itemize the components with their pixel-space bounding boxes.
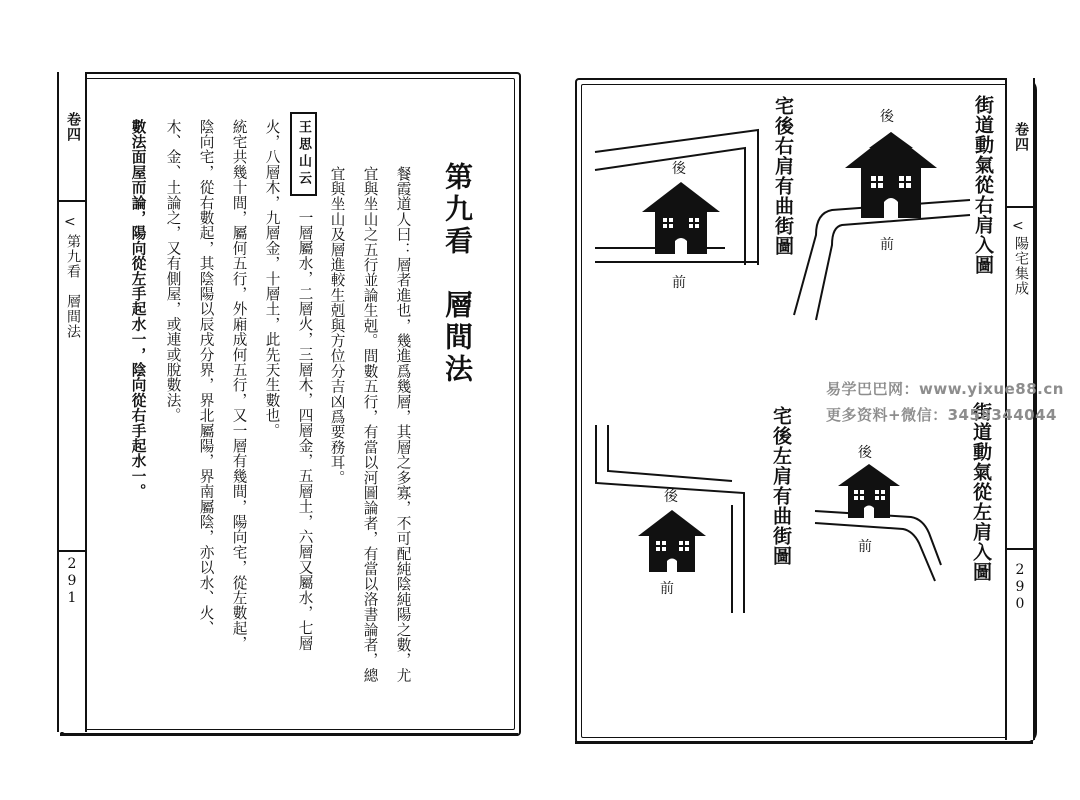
volume-label: 卷四 [65, 112, 81, 142]
diagram-1-back-label: 後 [880, 109, 894, 125]
diagram-4-title: 宅後左肩有曲街圖 [770, 406, 792, 566]
house-icon [642, 180, 720, 254]
tab-divider [1005, 548, 1035, 550]
house-icon [845, 130, 937, 220]
text-column: 數法面屋而論，陽向從左手起水一，陰向從右手起水一。 [129, 119, 147, 499]
text-column: 餐霞道人曰：層者進也，幾進爲幾層，其層之多寡，不可配純陰純陽之數，尤 [394, 166, 412, 683]
diagram-3-front-label: 前 [858, 539, 872, 555]
text-column: 宜與坐山及層進較生剋與方位分吉凶爲要務耳。 [328, 166, 346, 486]
diagram-3-back-label: 後 [858, 445, 872, 461]
diagram-4-front-label: 前 [660, 581, 674, 597]
diagram-2-back-label: 後 [672, 161, 686, 177]
chevron-icon: < [64, 214, 76, 230]
text-column: 陰向宅，從右數起，其陰陽以辰戌分界，界北屬陽，界南屬陰，亦以水、火、 [197, 119, 215, 636]
text-column: 木、金、土論之，又有側屋，或連或脫數法。 [164, 119, 182, 423]
quote-label-box: 王思山云 [290, 112, 317, 196]
text-column: 統宅共幾十間，屬何五行，外廂成何五行，又一層有幾間，陽向宅，從左數起， [230, 119, 248, 651]
book-title-label: 陽宅集成 [1013, 236, 1029, 296]
diagram-4-back-label: 後 [664, 489, 678, 505]
house-icon [838, 462, 900, 518]
left-margin-tab [57, 72, 87, 732]
house-icon [638, 508, 706, 572]
page-number: 290 [1012, 562, 1028, 613]
right-page-edge [575, 741, 1033, 744]
diagram-1-title: 街道動氣從右肩入圖 [972, 95, 994, 275]
diagram-2-title: 宅後右肩有曲街圖 [772, 96, 794, 256]
page-number: 291 [64, 556, 80, 607]
diagram-2-front-label: 前 [672, 275, 686, 291]
watermark-line-1: 易学巴巴网：www.yixue88.cn [826, 380, 1064, 398]
page-title: 第九看 層間法 [441, 162, 474, 386]
text-column: 宜與坐山之五行並論生剋。間數五行，有當以河圖論者，有當以洛書論者，總 [361, 166, 379, 683]
text-column: 一層屬水，二層火，三層木，四層金，五層土，六層又屬水，七層 [296, 210, 314, 651]
tab-divider [57, 200, 87, 202]
tab-divider [57, 550, 87, 552]
diagram-3-title: 街道動氣從左肩入圖 [970, 402, 992, 582]
section-label: 第九看 層間法 [65, 234, 81, 339]
text-column: 火，八層木，九層金，十層土，此先天生數也。 [263, 119, 281, 439]
watermark-line-2: 更多资料+微信：3458344044 [826, 406, 1057, 424]
chevron-icon: < [1012, 218, 1024, 234]
volume-label: 卷四 [1013, 122, 1029, 152]
diagram-1-front-label: 前 [880, 237, 894, 253]
tab-divider [1005, 206, 1035, 208]
left-page-edge [60, 733, 518, 736]
